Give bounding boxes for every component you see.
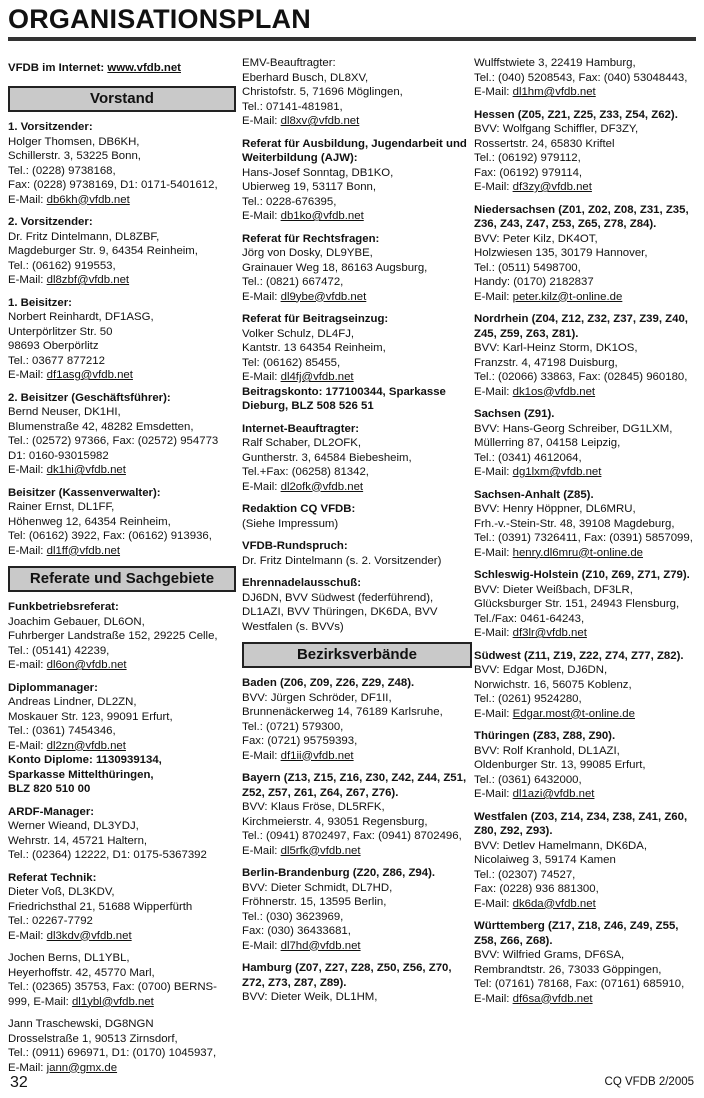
contact-block <box>242 56 472 129</box>
contact-block <box>474 919 700 1006</box>
contact-line: Tel.: (0261) 9524280, <box>474 693 582 705</box>
contact-line: Glücksburger Str. 151, 24943 Flensburg, <box>474 598 680 610</box>
contact-block <box>8 681 236 797</box>
email-label: E-Mail: <box>242 115 281 127</box>
contact-line: Frh.-v.-Stein-Str. 48, 39108 Magdeburg, <box>474 517 675 530</box>
contact-line: Werner Wieand, DL3YDJ, <box>8 820 139 832</box>
contact-line: Hans-Josef Sonntag, DB1KO, <box>242 166 394 179</box>
email-line <box>8 193 236 208</box>
block-heading: Referat Technik: <box>8 871 97 884</box>
contact-line: Moskauer Str. 123, 99091 Erfurt, <box>8 710 173 723</box>
email-link[interactable]: dl3kdv@vfdb.net <box>46 929 132 942</box>
section-bezirke: Bezirksverbände <box>242 642 472 668</box>
email-link[interactable]: dl4fj@vfdb.net <box>280 371 354 383</box>
email-link[interactable]: df6sa@vfdb.net <box>512 992 593 1005</box>
email-line <box>8 929 236 944</box>
email-link[interactable]: Edgar.most@t-online.de <box>512 707 635 720</box>
contact-line: Tel.: (0361) 6432000, <box>474 773 582 786</box>
block-heading: Diplommanager: <box>8 681 98 694</box>
contact-line: Wehrstr. 14, 45721 Haltern, <box>8 834 148 847</box>
email-label: E-Mail: <box>242 480 281 493</box>
email-line <box>474 897 700 912</box>
email-line <box>242 480 472 495</box>
contact-line: Heyerhoffstr. 42, 45770 Marl, <box>8 966 155 979</box>
block-heading: Sachsen-Anhalt (Z85). <box>474 488 594 501</box>
email-line <box>242 939 472 954</box>
block-heading: 1. Vorsitzender: <box>8 121 93 133</box>
contact-line: Handy: (0170) 2182837 <box>474 276 594 288</box>
email-link[interactable]: dl2zn@vfdb.net <box>46 739 126 752</box>
contact-block <box>8 1017 236 1075</box>
contact-line: Schillerstr. 3, 53225 Bonn, <box>8 150 141 162</box>
contact-line: EMV-Beauftragter: <box>242 57 336 69</box>
contact-line: Tel.: (030) 3623969, <box>242 910 344 923</box>
email-line <box>8 995 236 1010</box>
contact-block <box>474 810 700 912</box>
contact-block <box>8 120 236 207</box>
email-line <box>474 85 700 100</box>
contact-block <box>242 866 472 953</box>
email-label: E-Mail: <box>474 290 513 303</box>
contact-line: BVV: Klaus Fröse, DL5RFK, <box>242 801 385 813</box>
email-label: E-Mail: <box>474 86 513 98</box>
email-link[interactable]: df3zy@vfdb.net <box>512 181 592 193</box>
contact-line: Tel.: 03677 877212 <box>8 354 105 367</box>
bezirke-list-2 <box>474 56 700 1006</box>
contact-block <box>242 539 472 568</box>
contact-line: Grainauer Weg 18, 86163 Augsburg, <box>242 261 428 274</box>
block-heading: Sachsen (Z91). <box>474 408 555 420</box>
contact-line: DJ6DN, BVV Südwest (federführend), <box>242 591 434 604</box>
email-line <box>8 463 236 478</box>
contact-line: BVV: Peter Kilz, DK4OT, <box>474 232 598 245</box>
contact-block <box>242 676 472 763</box>
contact-block <box>474 312 700 399</box>
block-heading: Referat für Rechtsfragen: <box>242 232 380 245</box>
email-label: E-Mail: <box>8 1061 47 1074</box>
block-heading: Südwest (Z11, Z19, Z22, Z74, Z77, Z82). <box>474 649 684 662</box>
email-line <box>8 658 236 673</box>
contact-line: Rossertstr. 24, 65830 Kriftel <box>474 137 615 150</box>
vorstand-list <box>8 120 236 558</box>
email-line <box>474 787 700 802</box>
email-label: E-Mail: <box>242 371 281 383</box>
email-link[interactable]: dl9ybe@vfdb.net <box>280 290 367 303</box>
block-heading: Referat für Ausbildung, Jugendarbeit und Weiterbildung (AJW): <box>242 137 467 164</box>
contact-line: BVV: Dieter Schmidt, DL7HD, <box>242 881 393 894</box>
page-number: 32 <box>10 1074 28 1091</box>
contact-line: BVV: Wilfried Grams, DF6SA, <box>474 949 625 961</box>
block-heading: Hamburg (Z07, Z27, Z28, Z50, Z56, Z70, Z72, Z73, Z87, Z89). <box>242 962 452 989</box>
contact-block <box>474 56 700 100</box>
contact-line: Holzwiesen 135, 30179 Hannover, <box>474 247 648 259</box>
email-link[interactable]: peter.kilz@t-online.de <box>512 290 623 303</box>
email-label: E-mail: <box>8 659 47 671</box>
contact-block <box>474 407 700 480</box>
contact-line: Eberhard Busch, DL8XV, <box>242 71 369 84</box>
email-line <box>242 114 472 129</box>
contact-block <box>8 391 236 478</box>
email-label: E-Mail: <box>242 749 281 762</box>
email-line <box>242 749 472 764</box>
email-line <box>242 844 472 859</box>
block-heading: Hessen (Z05, Z21, Z25, Z33, Z54, Z62). <box>474 108 678 121</box>
contact-block <box>474 203 700 305</box>
block-heading: VFDB-Rundspruch: <box>242 540 348 552</box>
contact-line: BVV: Dieter Weißbach, DF3LR, <box>474 583 633 596</box>
email-link[interactable]: jann@gmx.de <box>46 1061 118 1074</box>
email-link[interactable]: db6kh@vfdb.net <box>46 193 130 206</box>
issue-label: CQ VFDB 2/2005 <box>604 1076 694 1088</box>
contact-line: Tel.: (0721) 579300, <box>242 720 344 733</box>
contact-line: Nicolaiweg 3, 59174 Kamen <box>474 854 616 866</box>
email-link[interactable]: dk1hi@vfdb.net <box>46 464 126 476</box>
contact-block <box>8 215 236 288</box>
block-heading: Württemberg (Z17, Z18, Z46, Z49, Z55, Z58, Z66, Z68). <box>474 920 679 947</box>
bezirke-list-1 <box>242 676 472 1005</box>
contact-line: Tel: (06162) 85455, <box>242 356 341 369</box>
column-3 <box>474 56 700 1014</box>
contact-line: Tel.: (0941) 8702497, Fax: (0941) 8702496, <box>242 830 462 842</box>
contact-block <box>8 600 236 673</box>
block-heading: Internet-Beauftragter: <box>242 422 360 435</box>
email-link[interactable]: db1ko@vfdb.net <box>280 210 364 222</box>
contact-line: Jochen Berns, DL1YBL, <box>8 952 130 964</box>
contact-line: Tel: (06162) 3922, Fax: (06162) 913936, <box>8 530 212 542</box>
email-line <box>242 209 472 224</box>
contact-line: Tel.: (02365) 35753, Fax: (0700) BERNS- <box>8 981 217 993</box>
contact-line: Jörg von Dosky, DL9YBE, <box>242 247 373 259</box>
email-line <box>474 385 700 400</box>
contact-line: Tel.: (02307) 74527, <box>474 868 576 881</box>
bank-line: BLZ 820 510 00 <box>8 783 91 795</box>
email-line <box>474 290 700 305</box>
email-line <box>242 290 472 305</box>
contact-line: D1: 0160-93015982 <box>8 449 109 462</box>
contact-line: Tel.: (02364) 12222, D1: 0175-5367392 <box>8 849 207 861</box>
email-label: E-Mail: <box>8 929 47 942</box>
email-line <box>242 370 472 385</box>
contact-line: Tel.: (06192) 979112, <box>474 152 581 164</box>
contact-block <box>474 108 700 195</box>
contact-line: Tel.: (0228) 9738168, <box>8 164 116 177</box>
contact-block <box>242 232 472 305</box>
contact-line: Dieter Voß, DL3KDV, <box>8 886 115 898</box>
email-line <box>8 739 236 754</box>
email-link[interactable]: dl1ybl@vfdb.net <box>71 995 154 1008</box>
contact-line: Tel./Fax: 0461-64243, <box>474 612 585 625</box>
contact-line: Tel.: 07141-481981, <box>242 100 343 113</box>
email-label: E-Mail: <box>242 844 281 857</box>
block-heading: Redaktion CQ VFDB: <box>242 503 356 515</box>
contact-line: Andreas Lindner, DL2ZN, <box>8 696 137 708</box>
contact-block <box>242 576 472 634</box>
contact-line: 98693 Oberpörlitz <box>8 340 99 352</box>
contact-line: Kantstr. 13 64354 Reinheim, <box>242 342 386 354</box>
contact-block <box>474 649 700 722</box>
contact-line: Tel.: (0911) 696971, D1: (0170) 1045937, <box>8 1047 217 1059</box>
email-label: E-Mail: <box>474 707 513 720</box>
contact-line: Tel.: (0341) 4612064, <box>474 451 582 464</box>
bank-line: Konto Diplome: 1130939134, <box>8 754 162 766</box>
contact-line: BVV: Rolf Kranhold, DL1AZI, <box>474 744 620 757</box>
contact-line: DL1AZI, BVV Thüringen, DK6DA, BVV <box>242 606 438 618</box>
email-label: 999, E-Mail: <box>8 995 72 1008</box>
block-heading: ARDF-Manager: <box>8 805 95 818</box>
referate-list-1 <box>8 600 236 1075</box>
block-heading: Funkbetriebsreferat: <box>8 601 119 613</box>
contact-line: Ralf Schaber, DL2OFK, <box>242 437 362 449</box>
contact-line: Magdeburger Str. 9, 64354 Reinheim, <box>8 245 198 257</box>
contact-block <box>242 137 472 224</box>
column-1 <box>8 56 236 1083</box>
contact-line: Tel.: (040) 5208543, Fax: (040) 53048443, <box>474 71 688 84</box>
page-title: ORGANISATIONSPLAN <box>8 4 311 34</box>
contact-block <box>242 502 472 531</box>
email-link[interactable]: dk1os@vfdb.net <box>512 385 596 398</box>
email-link[interactable]: df1ii@vfdb.net <box>280 749 354 762</box>
contact-line: Rembrandtstr. 26, 73033 Göppingen, <box>474 963 662 976</box>
email-link[interactable]: dl1ff@vfdb.net <box>46 544 121 557</box>
contact-line: BVV: Hans-Georg Schreiber, DG1LXM, <box>474 422 673 435</box>
contact-block <box>242 961 472 1005</box>
email-link[interactable]: dk6da@vfdb.net <box>512 897 596 910</box>
email-label: E-Mail: <box>8 739 47 752</box>
contact-line: Tel.: 02267-7792 <box>8 915 93 927</box>
email-line <box>474 180 700 195</box>
contact-block <box>242 422 472 495</box>
email-line <box>474 465 700 480</box>
contact-line: Brunnenäckerweg 14, 76189 Karlsruhe, <box>242 706 443 718</box>
contact-line: BVV: Henry Höppner, DL6MRU, <box>474 503 636 515</box>
contact-line: Tel.: 0228-676395, <box>242 195 337 208</box>
contact-line: Joachim Gebauer, DL6ON, <box>8 615 145 628</box>
email-label: E-Mail: <box>8 193 47 206</box>
email-label: E-Mail: <box>8 544 47 557</box>
contact-line: Tel.: (0511) 5498700, <box>474 261 581 274</box>
email-label: E-Mail: <box>8 274 47 286</box>
contact-line: Fax: (030) 36433681, <box>242 925 351 937</box>
web-label: VFDB im Internet: <box>8 62 108 74</box>
contact-line: Bernd Neuser, DK1HI, <box>8 406 121 418</box>
bank-line: Sparkasse Mittelthüringen, <box>8 768 154 781</box>
contact-line: Höhenweg 12, 64354 Reinheim, <box>8 515 171 528</box>
contact-line: Norwichstr. 16, 56075 Koblenz, <box>474 678 632 691</box>
email-link[interactable]: dl5rfk@vfdb.net <box>280 844 361 857</box>
contact-block <box>8 486 236 559</box>
contact-line: Tel.: (0361) 7454346, <box>8 725 116 737</box>
email-label: E-Mail: <box>474 546 513 559</box>
contact-line: BVV: Jürgen Schröder, DF1II, <box>242 691 392 704</box>
contact-line: Ubierweg 19, 53117 Bonn, <box>242 181 377 193</box>
web-line <box>8 62 236 74</box>
block-heading: Baden (Z06, Z09, Z26, Z29, Z48). <box>242 677 415 689</box>
contact-block <box>8 951 236 1009</box>
email-label: E-Mail: <box>242 210 281 222</box>
contact-line: Tel: (07161) 78168, Fax: (07161) 685910, <box>474 978 685 990</box>
email-line <box>474 546 700 561</box>
contact-block <box>8 805 236 863</box>
contact-line: Kirchmeierstr. 4, 93051 Regensburg, <box>242 815 428 828</box>
email-label: E-Mail: <box>474 627 513 639</box>
contact-block <box>474 488 700 561</box>
contact-block <box>242 312 472 414</box>
contact-line: (Siehe Impressum) <box>242 517 339 530</box>
block-heading: Schleswig-Holstein (Z10, Z69, Z71, Z79). <box>474 569 690 581</box>
block-heading: Niedersachsen (Z01, Z02, Z08, Z31, Z35, Z36, Z43, Z47, Z53, Z65, Z78, Z84). <box>474 203 689 230</box>
contact-line: Unterpörlitzer Str. 50 <box>8 325 113 338</box>
contact-line: Holger Thomsen, DB6KH, <box>8 135 140 148</box>
bank-line: Beitragskonto: 177100344, Sparkasse Dieburg, BLZ 508 526 51 <box>242 385 446 412</box>
email-link[interactable]: dl8zbf@vfdb.net <box>46 274 130 286</box>
block-heading: Nordrhein (Z04, Z12, Z32, Z37, Z39, Z40, Z45, Z59, Z63, Z81). <box>474 313 688 340</box>
block-heading: Referat für Beitragseinzug: <box>242 313 389 325</box>
email-label: E-Mail: <box>474 385 513 398</box>
contact-line: Christofstr. 5, 71696 Möglingen, <box>242 86 403 98</box>
block-heading: Westfalen (Z03, Z14, Z34, Z38, Z41, Z60, Z80, Z92, Z93). <box>474 810 688 837</box>
contact-line: Tel.: (05141) 42239, <box>8 644 110 657</box>
email-line <box>474 707 700 722</box>
contact-line: Tel.: (02066) 33863, Fax: (02845) 960180, <box>474 371 688 383</box>
block-heading: Bayern (Z13, Z15, Z16, Z30, Z42, Z44, Z51, Z52, Z57, Z61, Z64, Z67, Z76). <box>242 772 467 799</box>
contact-line: Rainer Ernst, DL1FF, <box>8 501 115 513</box>
contact-block <box>242 771 472 858</box>
email-link[interactable]: dl2ofk@vfdb.net <box>280 480 364 493</box>
contact-block <box>474 729 700 802</box>
email-label: E-Mail: <box>474 992 513 1005</box>
email-label: E-Mail: <box>242 939 281 952</box>
contact-line: Fax: (0228) 9738169, D1: 0171-5401612, <box>8 179 218 191</box>
contact-line: Fax: (06192) 979114, <box>474 166 583 179</box>
block-heading: Ehrennadelausschuß: <box>242 577 361 589</box>
email-label: E-Mail: <box>242 290 281 303</box>
contact-line: Fröhnerstr. 15, 13595 Berlin, <box>242 896 387 908</box>
email-label: E-Mail: <box>474 466 513 478</box>
email-line <box>474 992 700 1007</box>
contact-line: Franzstr. 4, 47198 Duisburg, <box>474 356 618 369</box>
email-link[interactable]: henry.dl6mru@t-online.de <box>512 546 643 559</box>
contact-line: Müllerring 87, 04158 Leipzig, <box>474 437 621 449</box>
title-rule <box>8 37 696 41</box>
contact-line: Dr. Fritz Dintelmann, DL8ZBF, <box>8 230 160 243</box>
email-label: E-Mail: <box>474 897 513 910</box>
contact-line: Tel.: (0821) 667472, <box>242 276 344 288</box>
contact-line: Fax: (0228) 936 881300, <box>474 883 599 895</box>
email-line <box>8 1061 236 1076</box>
contact-line: BVV: Dieter Weik, DL1HM, <box>242 991 378 1003</box>
block-heading: 1. Beisitzer: <box>8 296 72 309</box>
email-line <box>8 544 236 559</box>
contact-line: Fax: (0721) 95759393, <box>242 735 358 747</box>
email-link[interactable]: dl1hm@vfdb.net <box>512 86 596 98</box>
contact-line: Wulffstwiete 3, 22419 Hamburg, <box>474 57 636 69</box>
contact-line: BVV: Detlev Hamelmann, DK6DA, <box>474 839 648 852</box>
contact-line: Drosselstraße 1, 90513 Zirnsdorf, <box>8 1032 178 1045</box>
block-heading: Thüringen (Z83, Z88, Z90). <box>474 730 616 742</box>
referate-list-2 <box>242 56 472 634</box>
contact-block <box>8 871 236 944</box>
contact-line: BVV: Karl-Heinz Storm, DK1OS, <box>474 342 638 354</box>
contact-line: BVV: Edgar Most, DJ6DN, <box>474 664 608 676</box>
contact-line: Tel.: (0391) 7326411, Fax: (0391) 5857099, <box>474 532 693 544</box>
block-heading: 2. Vorsitzender: <box>8 216 93 228</box>
contact-line: Tel.+Fax: (06258) 81342, <box>242 466 369 478</box>
email-link[interactable]: dl7hd@vfdb.net <box>280 939 361 952</box>
column-2 <box>242 56 472 1013</box>
contact-line: Jann Traschewski, DG8NGN <box>8 1018 154 1030</box>
contact-line: Oldenburger Str. 13, 99085 Erfurt, <box>474 759 646 771</box>
email-link[interactable]: df1asg@vfdb.net <box>46 369 133 381</box>
contact-line: BVV: Wolfgang Schiffler, DF3ZY, <box>474 123 639 135</box>
contact-line: Fuhrberger Landstraße 152, 29225 Celle, <box>8 630 218 642</box>
contact-line: Volker Schulz, DL4FJ, <box>242 327 355 340</box>
email-label: E-Mail: <box>8 464 47 476</box>
contact-line: Blumenstraße 42, 48282 Emsdetten, <box>8 420 194 433</box>
email-link[interactable]: dg1lxm@vfdb.net <box>512 466 602 478</box>
block-heading: Beisitzer (Kassenverwalter): <box>8 486 161 499</box>
contact-block <box>8 296 236 383</box>
email-label: E-Mail: <box>474 181 513 193</box>
contact-line: Norbert Reinhardt, DF1ASG, <box>8 311 154 323</box>
email-link[interactable]: dl1azi@vfdb.net <box>512 788 595 800</box>
email-line <box>8 273 236 288</box>
section-referate: Referate und Sachgebiete <box>8 566 236 592</box>
web-url[interactable]: www.vfdb.net <box>107 62 181 74</box>
email-line <box>8 368 236 383</box>
email-link[interactable]: df3lr@vfdb.net <box>512 627 587 639</box>
email-link[interactable]: dl6on@vfdb.net <box>46 659 127 671</box>
block-heading: Berlin-Brandenburg (Z20, Z86, Z94). <box>242 867 436 879</box>
contact-line: Tel.: (02572) 97366, Fax: (02572) 954773 <box>8 435 219 447</box>
email-line <box>474 626 700 641</box>
email-label: E-Mail: <box>474 788 513 800</box>
email-link[interactable]: dl8xv@vfdb.net <box>280 115 360 127</box>
block-heading: 2. Beisitzer (Geschäftsführer): <box>8 391 171 404</box>
contact-line: Westfalen (s. BVVs) <box>242 620 344 633</box>
contact-line: Tel.: (06162) 919553, <box>8 259 116 272</box>
contact-block <box>474 568 700 641</box>
email-label: E-Mail: <box>8 369 47 381</box>
contact-line: Dr. Fritz Dintelmann (s. 2. Vorsitzender) <box>242 554 442 567</box>
section-vorstand: Vorstand <box>8 86 236 112</box>
contact-line: Friedrichsthal 21, 51688 Wipperfürth <box>8 900 193 913</box>
contact-line: Guntherstr. 3, 64584 Biebesheim, <box>242 451 412 464</box>
